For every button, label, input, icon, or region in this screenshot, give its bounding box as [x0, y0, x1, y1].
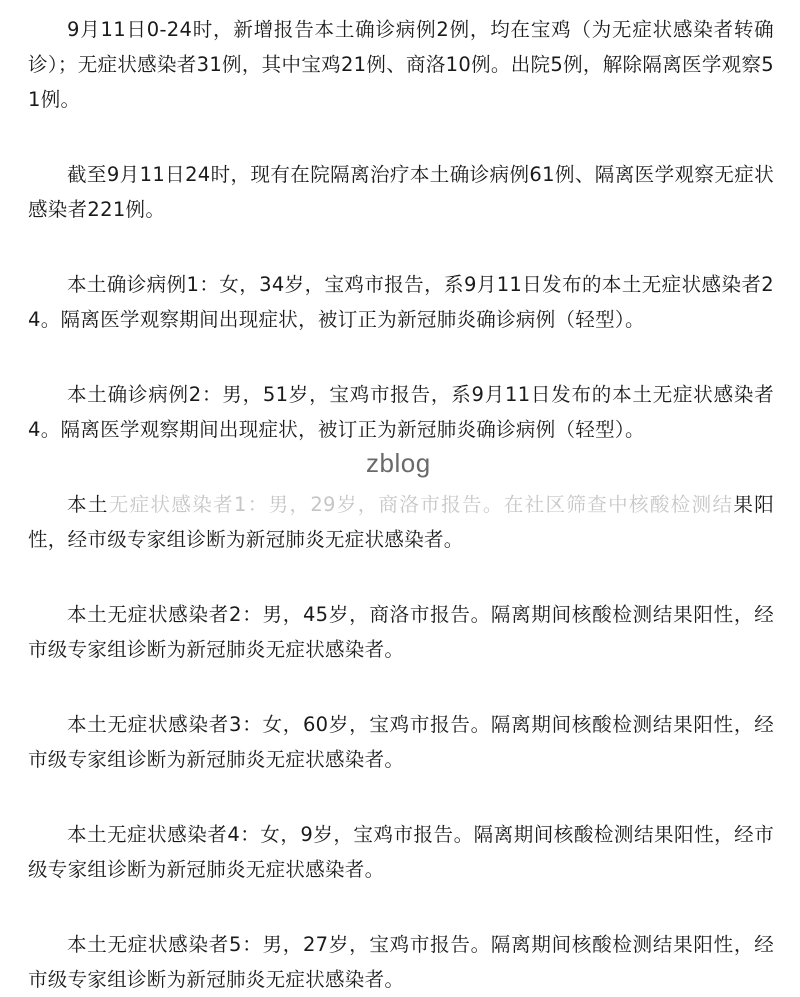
paragraph-confirmed-case-1: 本土确诊病例1：女，34岁，宝鸡市报告，系9月11日发布的本土无症状感染者24。隔离医学观察期间出现症状，被订正为新冠肺炎确诊病例（轻型）。	[28, 273, 774, 331]
paragraph-tail-text: 果阳性，经市级专家组诊断为新冠肺炎无症状感染者。	[28, 493, 774, 551]
paragraph-asymptomatic-case-4: 本土无症状感染者4：女，9岁，宝鸡市报告。隔离期间核酸检测结果阳性，经市级专家组诊断为新冠肺炎无症状感染者。	[28, 823, 774, 881]
paragraph-asymptomatic-case-1	[28, 487, 774, 557]
paragraph-asymptomatic-case-3: 本土无症状感染者3：女，60岁，宝鸡市报告。隔离期间核酸检测结果阳性，经市级专家组诊断为新冠肺炎无症状感染者。	[28, 713, 774, 771]
paragraph-faded-text: 无症状感染者1：男，29岁，商洛市报告。在社区筛查中核酸检测结	[108, 493, 734, 516]
paragraph-current-status: 截至9月11日24时，现有在院隔离治疗本土确诊病例61例、隔离医学观察无症状感染者221例。	[28, 163, 774, 221]
paragraph-asymptomatic-case-2: 本土无症状感染者2：男，45岁，商洛市报告。隔离期间核酸检测结果阳性，经市级专家组诊断为新冠肺炎无症状感染者。	[28, 603, 774, 661]
paragraph-summary: 9月11日0-24时，新增报告本土确诊病例2例，均在宝鸡（为无症状感染者转确诊）；无症状感染者31例，其中宝鸡21例、商洛10例。出院5例，解除隔离医学观察51例。	[28, 18, 774, 111]
paragraph-asymptomatic-case-5: 本土无症状感染者5：男，27岁，宝鸡市报告。隔离期间核酸检测结果阳性，经市级专家组诊断为新冠肺炎无症状感染者。	[28, 933, 774, 991]
watermark-logo: zblog	[366, 448, 431, 478]
paragraph-confirmed-case-2: 本土确诊病例2：男，51岁，宝鸡市报告，系9月11日发布的本土无症状感染者4。隔离医学观察期间出现症状，被订正为新冠肺炎确诊病例（轻型）。	[28, 383, 774, 441]
paragraph-lead-text: 本土	[67, 493, 109, 516]
